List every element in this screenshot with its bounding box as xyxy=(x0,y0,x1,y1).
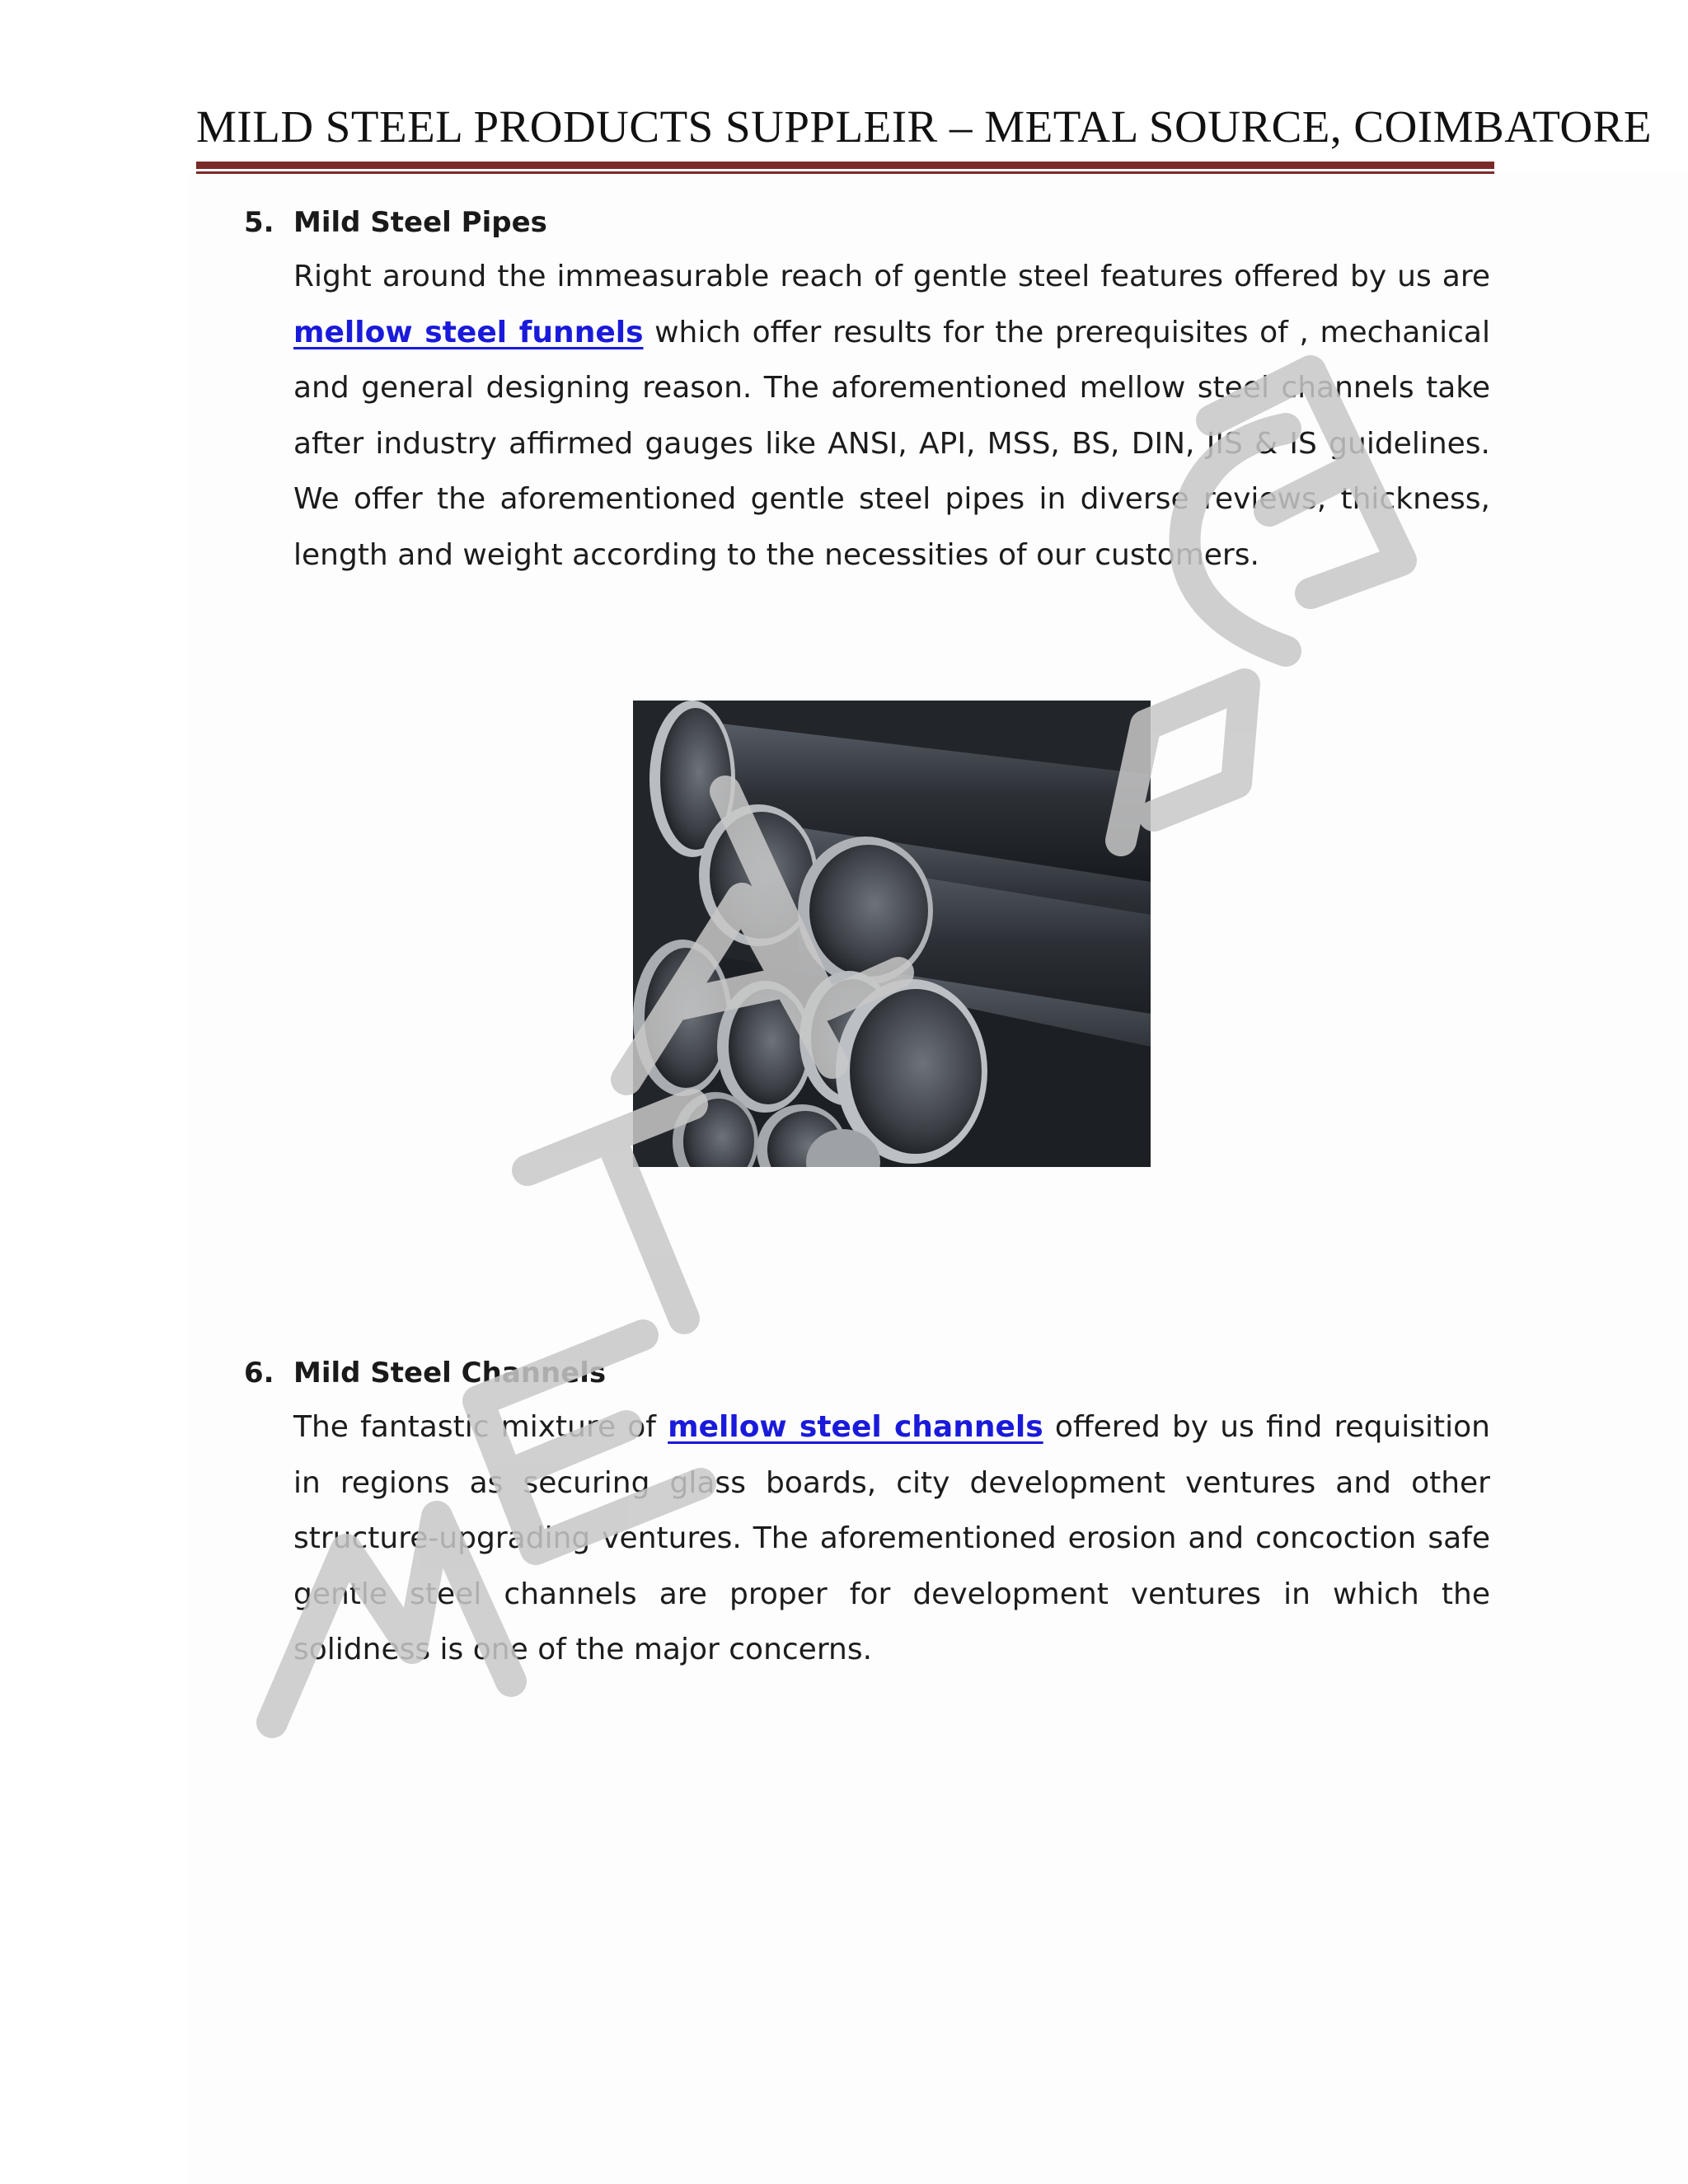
page-title: MILD STEEL PRODUCTS SUPPLEIR – METAL SOURCE, COIMBATORE xyxy=(196,101,1652,152)
section-paragraph xyxy=(293,249,1490,583)
paragraph-text: which offer results for the prerequisites of , mechanical and general designing reason. The aforementioned mellow steel channels take after industry affirmed gauges like ANSI, API, MSS, BS, DIN, JIS & IS guidelines. We offer the aforementioned gentle steel pipes in diverse reviews, thickness, length and weight according to the necessities of our customers. xyxy=(293,315,1490,572)
mellow-steel-channels-link[interactable]: mellow steel channels xyxy=(668,1410,1043,1444)
section-mild-steel-channels xyxy=(244,1347,1490,1678)
section-title: Mild Steel Channels xyxy=(293,1357,607,1390)
section-title: Mild Steel Pipes xyxy=(293,206,547,239)
paragraph-text: Right around the immeasurable reach of gentle steel features offered by us are xyxy=(293,260,1490,293)
section-heading xyxy=(244,196,1490,249)
section-mild-steel-pipes xyxy=(244,196,1490,583)
paragraph-text: The fantastic mixture of xyxy=(293,1410,668,1444)
section-heading xyxy=(244,1347,1490,1399)
page-header xyxy=(196,97,1652,174)
paragraph-text: offered by us find requisition in regions as securing glass boards, city development ventures and other structure-upgrading ventures. The aforementioned erosion and concoction safe gentle steel channels are proper for development ventures in which the solidness is one of the major concerns. xyxy=(293,1410,1490,1667)
header-rule-thin xyxy=(196,171,1494,174)
section-number: 6. xyxy=(244,1357,274,1390)
section-paragraph xyxy=(293,1399,1490,1678)
section-number: 5. xyxy=(244,206,274,239)
header-rule xyxy=(196,162,1494,169)
mellow-steel-funnels-link[interactable]: mellow steel funnels xyxy=(293,315,644,349)
steel-pipes-image xyxy=(633,701,1151,1167)
